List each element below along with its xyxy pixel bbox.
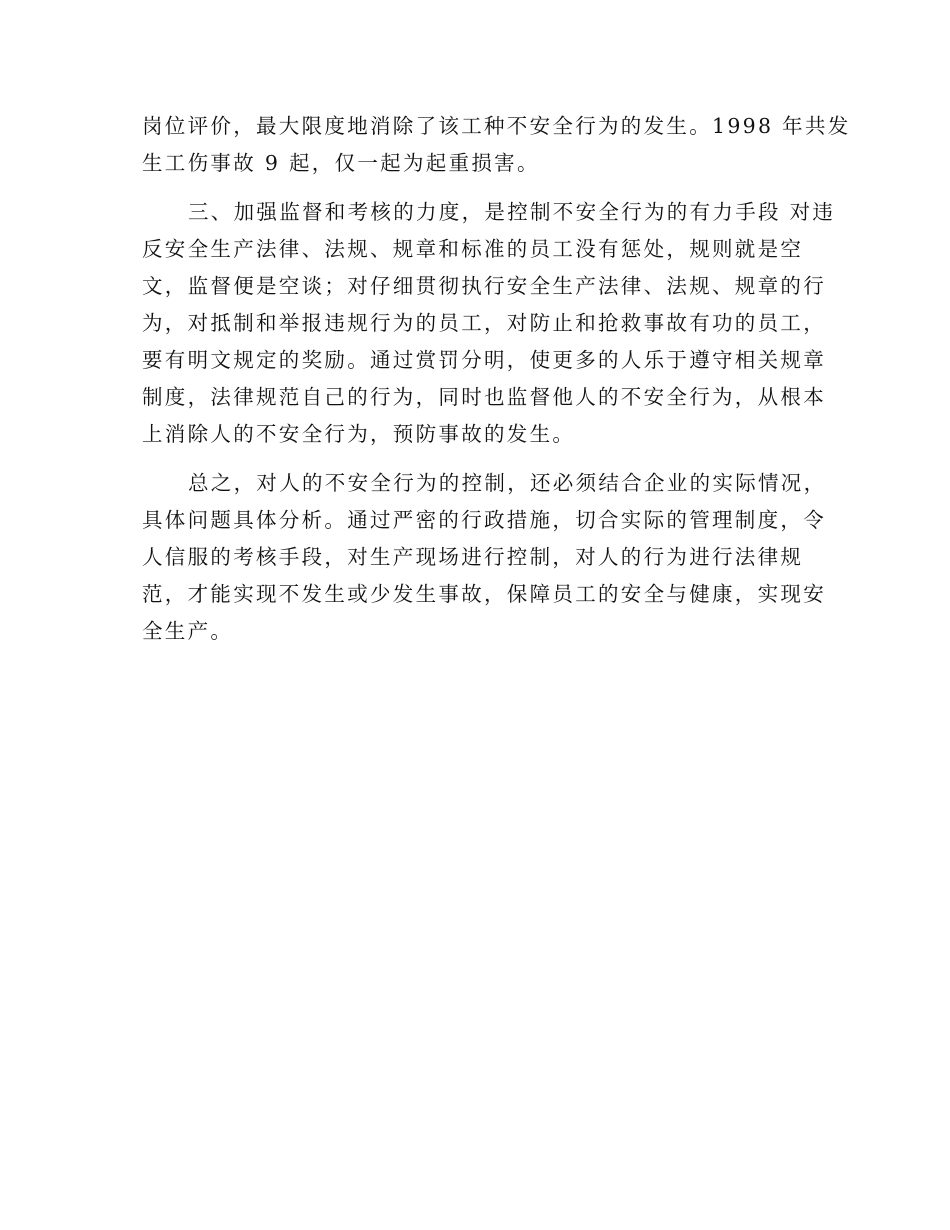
document-body — [142, 108, 851, 650]
text-line: 制度，法律规范自己的行为，同时也监督他人的不安全行为，从根本 — [142, 385, 826, 409]
text-line: 范，才能实现不发生或少发生事故，保障员工的安全与健康，实现安 — [142, 582, 826, 606]
text-line: 岗位评价，最大限度地消除了该工种不安全行为的发生。1998 年共发 — [142, 114, 851, 138]
paragraph-3 — [142, 465, 827, 650]
text-line: 具体问题具体分析。通过严密的行政措施，切合实际的管理制度，令 — [142, 508, 826, 532]
text-line: 反安全生产法律、法规、规章和标准的员工没有惩处，规则就是空 — [142, 237, 804, 261]
text-line: 要有明文规定的奖励。通过赏罚分明，使更多的人乐于遵守相关规章 — [142, 348, 826, 372]
text-line: 总之，对人的不安全行为的控制，还必须结合企业的实际情况， — [188, 471, 827, 495]
text-line: 三、加强监督和考核的力度，是控制不安全行为的有力手段 对违 — [188, 200, 836, 224]
text-line: 文，监督便是空谈；对仔细贯彻执行安全生产法律、法规、规章的行 — [142, 274, 826, 298]
text-line: 全生产。 — [142, 619, 234, 643]
text-line: 为，对抵制和举报违规行为的员工，对防止和抢救事故有功的员工， — [142, 311, 826, 335]
paragraph-2 — [142, 194, 836, 453]
text-line: 生工伤事故 9 起，仅一起为起重损害。 — [142, 151, 540, 175]
text-line: 上消除人的不安全行为，预防事故的发生。 — [142, 422, 576, 446]
text-line: 人信服的考核手段，对生产现场进行控制，对人的行为进行法律规 — [142, 545, 804, 569]
paragraph-1 — [142, 108, 851, 182]
